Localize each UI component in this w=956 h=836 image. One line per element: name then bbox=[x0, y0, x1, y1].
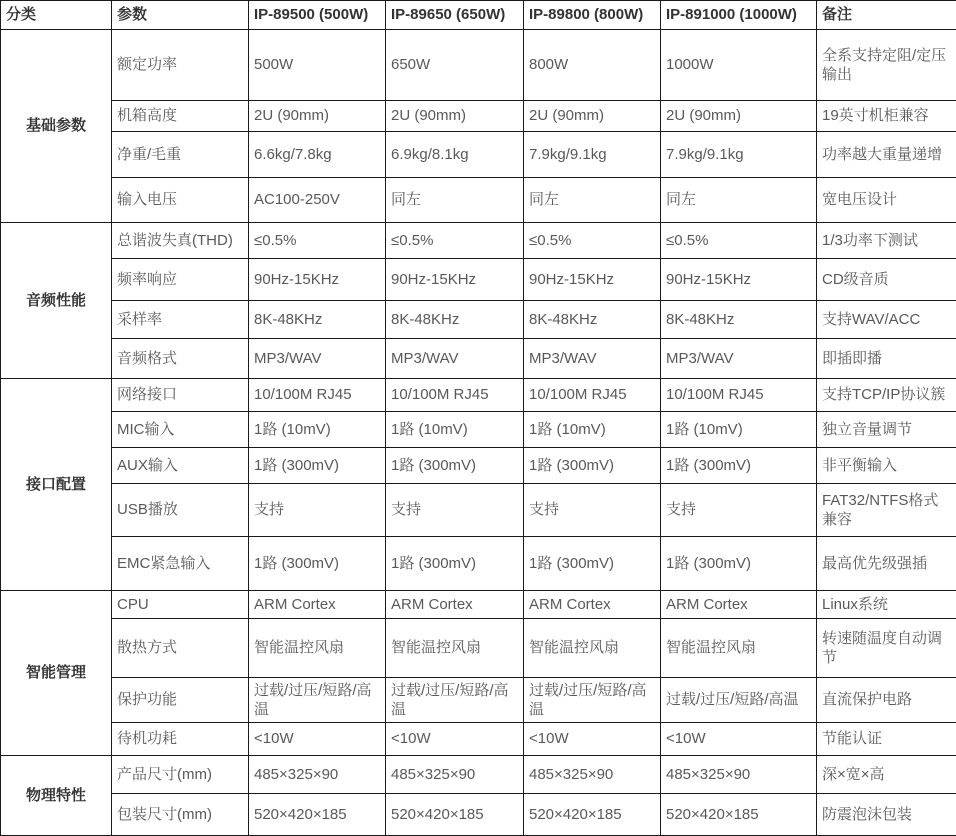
remark-cell: 功率越大重量递增 bbox=[817, 132, 956, 178]
remark-cell: 深×宽×高 bbox=[817, 756, 956, 794]
remark-cell: 即插即播 bbox=[817, 339, 956, 379]
table-row bbox=[1, 301, 956, 339]
header-model-89650: IP-89650 (650W) bbox=[386, 1, 524, 30]
table-row bbox=[1, 30, 956, 101]
param-cell: 音频格式 bbox=[112, 339, 249, 379]
value-cell: 1路 (300mV) bbox=[386, 537, 524, 591]
table-row bbox=[1, 101, 956, 132]
value-cell: 智能温控风扇 bbox=[386, 619, 524, 678]
value-cell: 10/100M RJ45 bbox=[524, 379, 661, 412]
table-row bbox=[1, 178, 956, 223]
category-cell-basic: 基础参数 bbox=[1, 30, 112, 223]
value-cell: ≤0.5% bbox=[661, 223, 817, 259]
value-cell: 2U (90mm) bbox=[661, 101, 817, 132]
header-model-891000: IP-891000 (1000W) bbox=[661, 1, 817, 30]
value-cell: 650W bbox=[386, 30, 524, 101]
table-row bbox=[1, 591, 956, 619]
remark-cell: 直流保护电路 bbox=[817, 678, 956, 723]
header-row bbox=[1, 1, 956, 30]
value-cell: 520×420×185 bbox=[661, 794, 817, 836]
value-cell: 同左 bbox=[661, 178, 817, 223]
value-cell: 1路 (10mV) bbox=[661, 412, 817, 448]
table-row bbox=[1, 339, 956, 379]
remark-cell: 节能认证 bbox=[817, 723, 956, 756]
param-cell: USB播放 bbox=[112, 484, 249, 537]
table-row bbox=[1, 412, 956, 448]
value-cell: 90Hz-15KHz bbox=[249, 259, 386, 301]
value-cell: 智能温控风扇 bbox=[524, 619, 661, 678]
value-cell: 智能温控风扇 bbox=[249, 619, 386, 678]
remark-cell: 19英寸机柜兼容 bbox=[817, 101, 956, 132]
table-row bbox=[1, 132, 956, 178]
table-row bbox=[1, 259, 956, 301]
param-cell: 频率响应 bbox=[112, 259, 249, 301]
value-cell: 485×325×90 bbox=[386, 756, 524, 794]
value-cell: MP3/WAV bbox=[524, 339, 661, 379]
table-row bbox=[1, 619, 956, 678]
table-row bbox=[1, 537, 956, 591]
remark-cell: 防震泡沫包装 bbox=[817, 794, 956, 836]
value-cell: ≤0.5% bbox=[386, 223, 524, 259]
value-cell: 520×420×185 bbox=[524, 794, 661, 836]
value-cell: MP3/WAV bbox=[249, 339, 386, 379]
remark-cell: 最高优先级强插 bbox=[817, 537, 956, 591]
param-cell: 待机功耗 bbox=[112, 723, 249, 756]
value-cell: ARM Cortex bbox=[386, 591, 524, 619]
value-cell: 1路 (10mV) bbox=[524, 412, 661, 448]
value-cell: 800W bbox=[524, 30, 661, 101]
value-cell: 8K-48KHz bbox=[524, 301, 661, 339]
table-row bbox=[1, 448, 956, 484]
value-cell: 6.6kg/7.8kg bbox=[249, 132, 386, 178]
category-cell-smart: 智能管理 bbox=[1, 591, 112, 756]
param-cell: 散热方式 bbox=[112, 619, 249, 678]
value-cell: 10/100M RJ45 bbox=[661, 379, 817, 412]
table-row bbox=[1, 723, 956, 756]
remark-cell: 1/3功率下测试 bbox=[817, 223, 956, 259]
param-cell: 采样率 bbox=[112, 301, 249, 339]
remark-cell: 非平衡输入 bbox=[817, 448, 956, 484]
value-cell: 1路 (300mV) bbox=[661, 448, 817, 484]
value-cell: 90Hz-15KHz bbox=[386, 259, 524, 301]
category-cell-physical: 物理特性 bbox=[1, 756, 112, 836]
value-cell: 智能温控风扇 bbox=[661, 619, 817, 678]
value-cell: 支持 bbox=[661, 484, 817, 537]
value-cell: ≤0.5% bbox=[524, 223, 661, 259]
param-cell: 机箱高度 bbox=[112, 101, 249, 132]
value-cell: 过载/过压/短路/高温 bbox=[524, 678, 661, 723]
value-cell: 过载/过压/短路/高温 bbox=[386, 678, 524, 723]
value-cell: AC100-250V bbox=[249, 178, 386, 223]
table-row bbox=[1, 379, 956, 412]
value-cell: 7.9kg/9.1kg bbox=[524, 132, 661, 178]
table-row bbox=[1, 223, 956, 259]
param-cell: MIC输入 bbox=[112, 412, 249, 448]
header-remark: 备注 bbox=[817, 1, 956, 30]
param-cell: 额定功率 bbox=[112, 30, 249, 101]
param-cell: AUX输入 bbox=[112, 448, 249, 484]
table-row bbox=[1, 756, 956, 794]
value-cell: 485×325×90 bbox=[524, 756, 661, 794]
value-cell: 10/100M RJ45 bbox=[386, 379, 524, 412]
value-cell: 485×325×90 bbox=[661, 756, 817, 794]
table-row bbox=[1, 484, 956, 537]
value-cell: 1路 (10mV) bbox=[249, 412, 386, 448]
remark-cell: 支持WAV/ACC bbox=[817, 301, 956, 339]
value-cell: 1路 (300mV) bbox=[386, 448, 524, 484]
value-cell: 7.9kg/9.1kg bbox=[661, 132, 817, 178]
param-cell: EMC紧急输入 bbox=[112, 537, 249, 591]
value-cell: 520×420×185 bbox=[249, 794, 386, 836]
header-category: 分类 bbox=[1, 1, 112, 30]
param-cell: 包装尺寸(mm) bbox=[112, 794, 249, 836]
param-cell: 总谐波失真(THD) bbox=[112, 223, 249, 259]
value-cell: 同左 bbox=[524, 178, 661, 223]
value-cell: 2U (90mm) bbox=[249, 101, 386, 132]
value-cell: 90Hz-15KHz bbox=[661, 259, 817, 301]
value-cell: 8K-48KHz bbox=[661, 301, 817, 339]
remark-cell: 支持TCP/IP协议簇 bbox=[817, 379, 956, 412]
value-cell: 1路 (300mV) bbox=[249, 448, 386, 484]
value-cell: ARM Cortex bbox=[524, 591, 661, 619]
value-cell: 500W bbox=[249, 30, 386, 101]
value-cell: 支持 bbox=[386, 484, 524, 537]
remark-cell: FAT32/NTFS格式兼容 bbox=[817, 484, 956, 537]
table-row bbox=[1, 794, 956, 836]
value-cell: 1路 (300mV) bbox=[661, 537, 817, 591]
value-cell: <10W bbox=[386, 723, 524, 756]
remark-cell: CD级音质 bbox=[817, 259, 956, 301]
header-model-89800: IP-89800 (800W) bbox=[524, 1, 661, 30]
value-cell: 过载/过压/短路/高温 bbox=[661, 678, 817, 723]
value-cell: 485×325×90 bbox=[249, 756, 386, 794]
table-row bbox=[1, 678, 956, 723]
value-cell: 同左 bbox=[386, 178, 524, 223]
remark-cell: 独立音量调节 bbox=[817, 412, 956, 448]
value-cell: 支持 bbox=[524, 484, 661, 537]
value-cell: 支持 bbox=[249, 484, 386, 537]
value-cell: 2U (90mm) bbox=[386, 101, 524, 132]
remark-cell: 宽电压设计 bbox=[817, 178, 956, 223]
remark-cell: Linux系统 bbox=[817, 591, 956, 619]
value-cell: 1路 (300mV) bbox=[249, 537, 386, 591]
value-cell: <10W bbox=[249, 723, 386, 756]
value-cell: <10W bbox=[661, 723, 817, 756]
param-cell: 产品尺寸(mm) bbox=[112, 756, 249, 794]
value-cell: 1路 (10mV) bbox=[386, 412, 524, 448]
value-cell: 1路 (300mV) bbox=[524, 448, 661, 484]
remark-cell: 转速随温度自动调节 bbox=[817, 619, 956, 678]
value-cell: ARM Cortex bbox=[249, 591, 386, 619]
param-cell: CPU bbox=[112, 591, 249, 619]
value-cell: 1000W bbox=[661, 30, 817, 101]
value-cell: 90Hz-15KHz bbox=[524, 259, 661, 301]
value-cell: 8K-48KHz bbox=[386, 301, 524, 339]
remark-cell: 全系支持定阻/定压输出 bbox=[817, 30, 956, 101]
value-cell: 10/100M RJ45 bbox=[249, 379, 386, 412]
param-cell: 净重/毛重 bbox=[112, 132, 249, 178]
value-cell: MP3/WAV bbox=[386, 339, 524, 379]
value-cell: MP3/WAV bbox=[661, 339, 817, 379]
header-parameter: 参数 bbox=[112, 1, 249, 30]
value-cell: <10W bbox=[524, 723, 661, 756]
category-cell-interface: 接口配置 bbox=[1, 379, 112, 591]
value-cell: 8K-48KHz bbox=[249, 301, 386, 339]
category-cell-audio: 音频性能 bbox=[1, 223, 112, 379]
param-cell: 网络接口 bbox=[112, 379, 249, 412]
value-cell: 2U (90mm) bbox=[524, 101, 661, 132]
value-cell: 1路 (300mV) bbox=[524, 537, 661, 591]
value-cell: 6.9kg/8.1kg bbox=[386, 132, 524, 178]
header-model-89500: IP-89500 (500W) bbox=[249, 1, 386, 30]
value-cell: ≤0.5% bbox=[249, 223, 386, 259]
param-cell: 保护功能 bbox=[112, 678, 249, 723]
param-cell: 输入电压 bbox=[112, 178, 249, 223]
value-cell: ARM Cortex bbox=[661, 591, 817, 619]
value-cell: 520×420×185 bbox=[386, 794, 524, 836]
value-cell: 过载/过压/短路/高温 bbox=[249, 678, 386, 723]
